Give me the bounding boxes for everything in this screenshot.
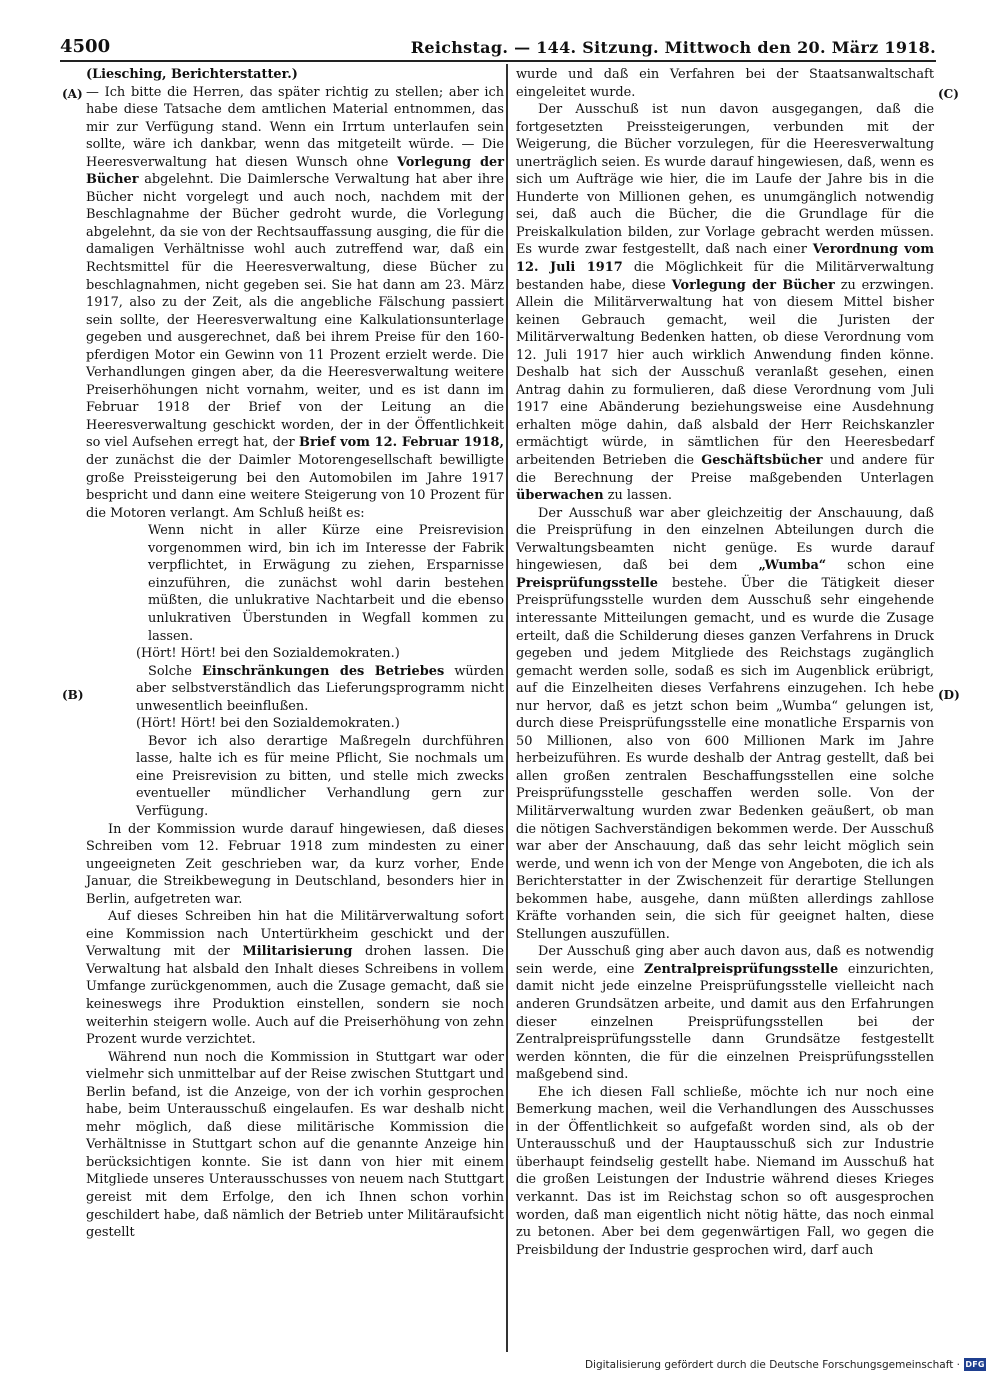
margin-mark-c: (C) — [938, 87, 959, 101]
paragraph: Ehe ich diesen Fall schließe, möchte ich nur noch eine Bemerkung machen, weil die Verhandlungen des Ausschusses in der Öffentlichkeit so aufgefaßt worden sind, als ob der Unterausschuß und der Hauptausschuß sich zur Industrie überhaupt feindselig gestellt habe. Niemand im Ausschuß hat die großen Leistungen der Industrie während dieses Krieges verkannt. Das ist im Reichstag schon so oft ausgesprochen worden, daß man eigentlich nicht nötig hätte, das noch einmal zu betonen. Aber bei dem gegenwärtigen Fall, wo gegen die Preisbildung der Industrie gesprochen wird, darf auch — [516, 1084, 934, 1258]
digitization-credit — [585, 1358, 986, 1371]
paragraph: wurde und daß ein Verfahren bei der Staatsanwaltschaft eingeleitet wurde. — [516, 67, 934, 100]
interjection: (Hört! Hört! bei den Sozialdemokraten.) — [136, 646, 400, 662]
paragraph: Der Ausschuß ist nun davon ausgegangen, daß die fortgesetzten Preissteigerungen, verbunden mit der Weigerung, die Bücher vorzulegen, für die Heeresverwaltung unerträglich seien. Es wurde darauf hingewiesen, daß, wenn es sich um Aufträge wie hier, die im Laufe der Jahre bis in die Hunderte von Millionen gehen, es unumgänglich notwendig sei, daß auch die Bücher, die die Grundlage für die Preiskalkulation bilden, zur Vorlage gebracht werden müssen. Es wurde zwar festgestellt, daß nach einer Verordnung vom 12. Juli 1917 die Möglichkeit für die Militärverwaltung bestanden habe, diese Vorlegung der Bücher zu erzwingen. Allein die Militärverwaltung hat von diesem Mittel bisher keinen Gebrauch gemacht, weil die Juristen der Militärverwaltung Bedenken hatten, ob diese Verordnung vom 12. Juli 1917 hier auch wirklich Anwendung finden könne. Deshalb hat sich der Ausschuß veranlaßt gesehen, einen Antrag dahin zu formulieren, daß diese Verordnung vom Juli 1917 eine Abänderung beziehungsweise eine Ausdehnung erhalten möge dahin, daß alsbald der Herr Reichskanzler ermächtigt würde, in sämtlichen für den Heeresbedarf arbeitenden Betrieben die Geschäftsbücher und andere für die Berechnung der Preise maßgebenden Unterlagen überwachen zu lassen. — [516, 102, 935, 504]
speaker-label: (Liesching, Berichterstatter.) — [86, 67, 298, 82]
dfg-logo: DFG — [965, 1360, 985, 1369]
paragraph: In der Kommission wurde darauf hingewiesen, daß dieses Schreiben vom 12. Februar 1918 zum mindesten zu einer ungeeigneten Zeit geschrieben war, da kurz vorher, Ende Januar, die Streikbewegung in Deutschland, besonders hier in Berlin, aufgetreten war. — [86, 821, 504, 907]
margin-mark-a: (A) — [62, 87, 83, 101]
left-column — [86, 66, 504, 1242]
paragraph: Der Ausschuß ging aber auch davon aus, daß es notwendig sein werde, eine Zentralpreisprüfungsstelle einzurichten, damit nicht jede einzelne Preisprüfungsstelle vielleicht nach anderen Grundsätzen arbeite, und damit aus den Erfahrungen dieser einzelnen Preisprüfungsstellen bei der Zentralpreisprüfungsstelle dann Grundsätze festgestellt werden könnten, die für die einzelnen Preisprüfungsstellen maßgebend sind. — [516, 944, 934, 1083]
page-header — [60, 30, 936, 62]
margin-mark-b: (B) — [62, 688, 84, 702]
margin-mark-d: (D) — [938, 688, 960, 702]
page-number: 4500 — [60, 36, 111, 57]
quotation: Solche Einschränkungen des Betriebes würden aber selbstverständlich das Lieferungsprogramm nicht unwesentlich beeinflußen. — [136, 663, 505, 714]
credit-text: Digitalisierung gefördert durch die Deutsche Forschungsgemeinschaft · — [584, 1358, 960, 1371]
quotation: Wenn nicht in aller Kürze eine Preisrevision vorgenommen wird, bin ich im Interesse der Fabrik verpflichtet, in Erwägung zu ziehen, Ersparnisse einzuführen, die zunächst wohl darin bestehen müßten, die unlukrative Nachtarbeit und die ebenso unlukrativen Überstunden in Wegfall kommen zu lassen. — [148, 523, 504, 644]
paragraph: Während nun noch die Kommission in Stuttgart war oder vielmehr sich unmittelbar auf der Reise zwischen Stuttgart und Berlin befand, ist die Anzeige, von der ich vorhin gesprochen habe, beim Unterausschuß eingelaufen. Es war deshalb nicht mehr möglich, daß diese militärische Kommission die Verhältnisse in Stuttgart schon auf die genannte Anzeige hin berücksichtigen konnte. Sie ist dann von hier mit einem Mitgliede unseres Unterausschusses von neuem nach Stuttgart gereist mit dem Erfolge, den ich Ihnen schon vorhin geschildert habe, daß nämlich der Betrieb unter Militäraufsicht gestellt — [86, 1049, 504, 1241]
interjection: (Hört! Hört! bei den Sozialdemokraten.) — [136, 716, 400, 732]
paragraph: Der Ausschuß war aber gleichzeitig der Anschauung, daß die Preisprüfung in den einzelnen Abteilungen durch die Verwaltungsbeamten nicht genüge. Es wurde darauf hingewiesen, daß bei dem „Wumba“ schon eine Preisprüfungsstelle bestehe. Über die Tätigkeit dieser Preisprüfungsstelle wurden dem Ausschuß sehr eingehende interessante Mitteilungen gemacht, und es wurde die Zusage erteilt, daß die Schilderung dieses ganzen Verfahrens in Druck gegeben und jedem Mitgliede des Reichstags zugänglich gemacht werden solle, sodaß es sich im Augenblick erübrigt, auf die Einzelheiten dieses Verfahrens einzugehen. Ich hebe nur hervor, daß es jetzt schon beim „Wumba“ gelungen ist, durch diese Preisprüfungsstelle eine monatliche Ersparnis von 50 Millionen, also von 600 Millionen Mark im Jahre herbeizuführen. Es wurde deshalb der Antrag gestellt, daß bei allen großen zentralen Beschaffungsstellen eine solche Preisprüfungsstelle geschaffen werden solle. Von der Militärverwaltung wurden zwar Bedenken geäußert, ob man die nötigen Sachverständigen bekommen werde. Der Ausschuß war aber der Anschauung, daß das sehr leicht möglich sein werde, und wenn ich von der Menge von Angeboten, die ich als Berichterstatter in der Zwischenzeit für derartige Stellungen bekommen habe, ausgehe, dann müßten allerdings zahllose Kräfte vorhanden sein, die sich für geeignet halten, diese Stellungen auszufüllen. — [516, 505, 934, 942]
right-column — [516, 66, 934, 1259]
column-divider — [506, 64, 508, 1352]
quotation: Bevor ich also derartige Maßregeln durchführen lasse, halte ich es für meine Pflicht, Sie nochmals um eine Preisrevision zu bitten, und stelle mich zwecks eventueller mündlicher Verhandlung gern zur Verfügung. — [136, 733, 504, 819]
paragraph: Auf dieses Schreiben hin hat die Militärverwaltung sofort eine Kommission nach Untertürkheim geschickt und der Verwaltung mit der Militarisierung drohen lassen. Die Verwaltung hat alsbald den Inhalt dieses Schreibens in vollem Umfange zurückgenommen, auch die Zusage gemacht, daß sie keineswegs ihre Produktion einstellen, sondern sie noch weiterhin steigern wolle. Auch auf die Preiserhöhung von zehn Prozent wurde verzichtet. — [86, 909, 505, 1048]
running-head: Reichstag. — 144. Sitzung. Mittwoch den 20. März 1918. — [410, 38, 936, 57]
paragraph: — Ich bitte die Herren, das später richtig zu stellen; aber ich habe diese Tatsache dem amtlichen Material entnommen, das mir zur Verfügung stand. Wenn ein Irrtum unterlaufen sein sollte, wäre ich dankbar, wenn das mitgeteilt würde. — Die Heeresverwaltung hat diesen Wunsch ohne Vorlegung der Bücher abgelehnt. Die Daimlersche Verwaltung hat aber ihre Bücher nicht vorgelegt und auch noch, nachdem mit der Beschlagnahme der Bücher gedroht wurde, die Vorlegung abgelehnt, da sie von der Rechtsauffassung ausging, die für die damaligen Verhältnisse wohl auch zutreffend war, daß ein Rechtsmittel für die Heeresverwaltung, diese Bücher zu beschlagnahmen, nicht gegeben sei. Sie hat dann am 23. März 1917, also zu der Zeit, als die angebliche Fälschung passiert sein sollte, der Heeresverwaltung eine Kalkulationsunterlage gegeben und ausgerechnet, daß bei ihrem Preise für den 160-pferdigen Motor ein Gewinn von 11 Prozent erzielt werde. Die Verhandlungen gingen aber, da die Heeresverwaltung weitere Preiserhöhungen nicht vornahm, weiter, und es ist dann im Februar 1918 der Brief von der Leitung an die Heeresverwaltung geschickt worden, der in der Öffentlichkeit so viel Aufsehen erregt hat, der Brief vom 12. Februar 1918, der zunächst die der Daimler Motorengesellschaft bewilligte große Preissteigerung bei den Automobilen im Jahre 1917 bespricht und dann eine weitere Steigerung von 10 Prozent für die Motoren verlangt. Am Schluß heißt es: — [86, 84, 504, 521]
